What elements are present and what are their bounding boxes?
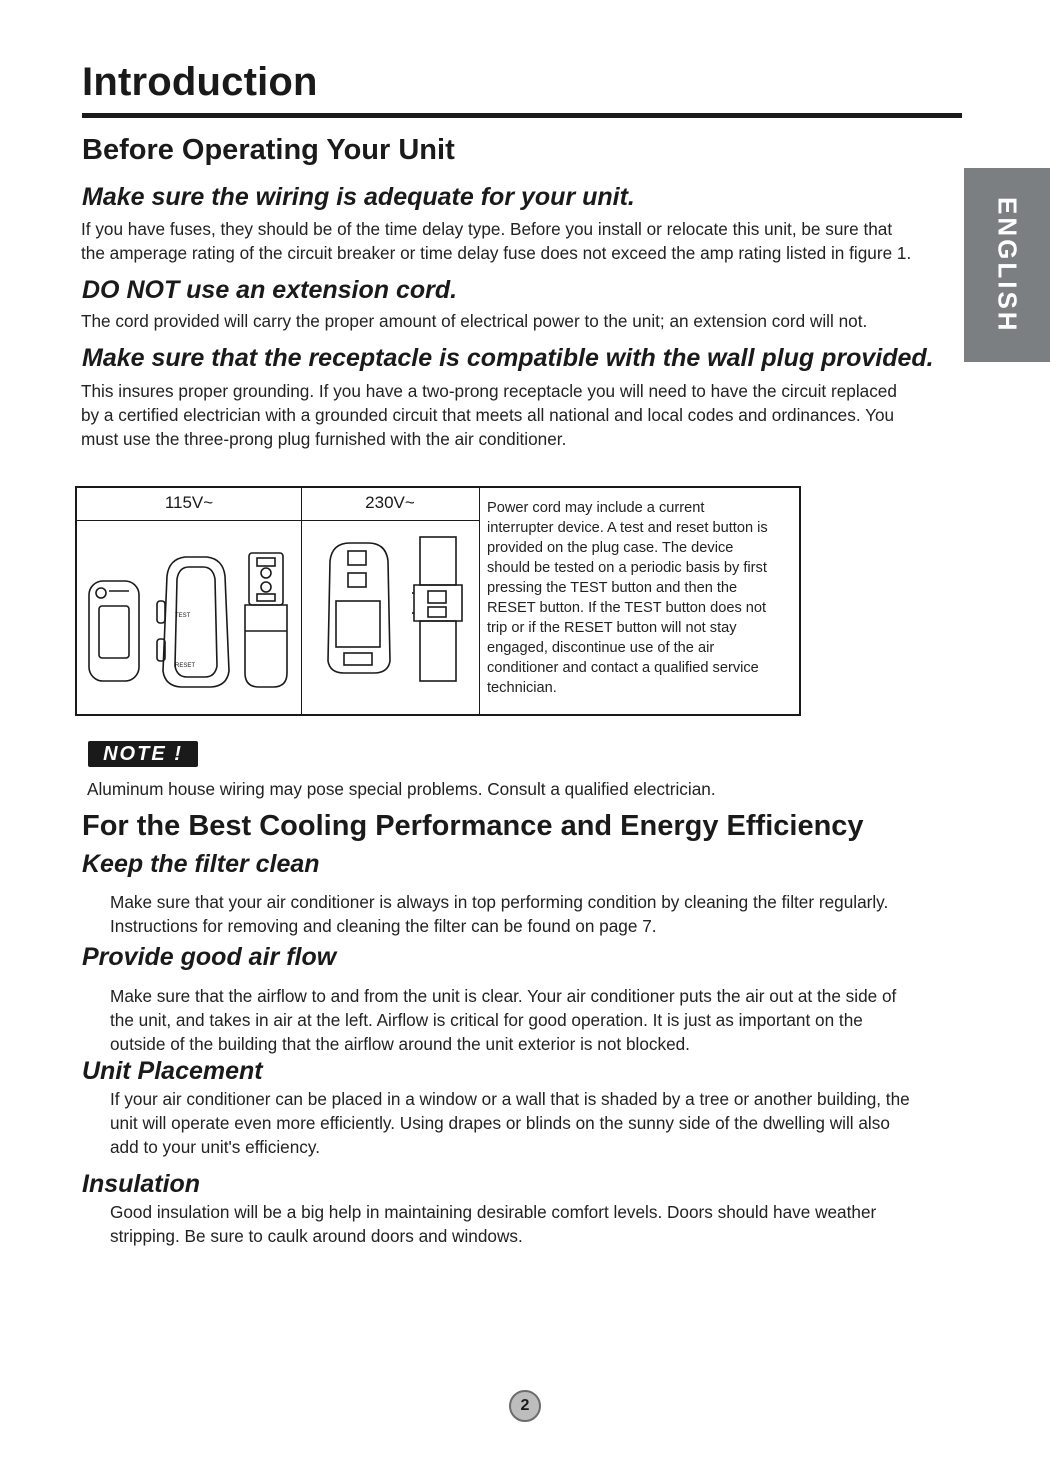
note-text: Aluminum house wiring may pose special problems. Consult a qualified electrician. [87,779,716,799]
subheading-airflow: Provide good air flow [82,943,337,971]
figure-header-230v: 230V~ [365,493,415,512]
figure-note-line: trip or if the RESET button will not stay [487,620,737,636]
figure-note-line: conditioner and contact a qualified service [487,660,759,676]
airflow-line-3: outside of the building that the airflow around the unit exterior is not blocked. [110,1034,690,1054]
figure-note-line: technician. [487,680,557,696]
plug-230v-illustration [302,521,479,716]
subheading-filter: Keep the filter clean [82,850,320,878]
insulation-line-2: stripping. Be sure to caulk around doors and windows. [110,1226,523,1246]
airflow-line-1: Make sure that the airflow to and from the unit is clear. Your air conditioner puts the air out at the side of [110,986,897,1006]
receptacle-line-3: must use the three-prong plug furnished with the air conditioner. [81,429,567,449]
page-number: 2 [509,1390,541,1422]
insulation-line-1: Good insulation will be a big help in maintaining desirable comfort levels. Doors should have weather [110,1202,877,1222]
figure-note-line: interrupter device. A test and reset button is [487,520,768,536]
figure-header-115v: 115V~ [164,493,214,512]
placement-line-3: add to your unit's efficiency. [110,1137,320,1157]
figure-note-line: engaged, discontinue use of the air [487,640,715,656]
plug-test-label: TEST [175,613,191,619]
section-heading-best-cooling: For the Best Cooling Performance and Energy Efficiency [82,810,864,842]
subheading-extension-cord: DO NOT use an extension cord. [82,276,458,304]
receptacle-line-2: by a certified electrician with a grounded circuit that meets all national and local codes and ordinances. You [81,405,895,425]
title-rule [82,113,962,118]
note-badge: NOTE ! [88,741,198,767]
figure-column-divider [479,488,480,714]
figure-note-line: Power cord may include a current [487,500,705,516]
figure-note-line: should be tested on a periodic basis by first [487,560,767,576]
figure-note [487,498,797,698]
figure-note-line: RESET button. If the TEST button does not [487,600,767,616]
placement-line-2: unit will operate even more efficiently. Using drapes or blinds on the sunny side of the dwelling will also [110,1113,890,1133]
placement-line-1: If your air conditioner can be placed in a window or a wall that is shaded by a tree or another building, the [110,1089,910,1109]
figure-note-line: provided on the plug case. The device [487,540,734,556]
filter-line-2: Instructions for removing and cleaning the filter can be found on page 7. [110,916,657,936]
wiring-line-1: If you have fuses, they should be of the time delay type. Before you install or relocate this unit, be sure that [81,219,893,239]
airflow-line-2: the unit, and takes in air at the left. Airflow is critical for good operation. It is just as important on the [110,1010,863,1030]
language-tab [964,168,1050,362]
plug-115v-illustration [77,521,301,716]
figure-note-line: pressing the TEST button and then the [487,580,738,596]
page-title: Introduction [82,60,318,104]
receptacle-line-1: This insures proper grounding. If you have a two-prong receptacle you will need to have the circuit replaced [81,381,897,401]
language-tab-label: ENGLISH [992,196,1023,334]
plug-reset-label: RESET [175,663,196,669]
extension-line-1: The cord provided will carry the proper amount of electrical power to the unit; an extension cord will not. [81,311,868,331]
figure-plug-types [75,486,801,716]
section-heading-before-operating: Before Operating Your Unit [82,134,455,166]
subheading-placement: Unit Placement [82,1057,263,1085]
subheading-insulation: Insulation [82,1170,201,1198]
subheading-receptacle: Make sure that the receptacle is compatible with the wall plug provided. [82,344,934,372]
filter-line-1: Make sure that your air conditioner is always in top performing condition by cleaning the filter regularly. [110,892,889,912]
subheading-wiring: Make sure the wiring is adequate for your unit. [82,183,635,211]
wiring-line-2: the amperage rating of the circuit breaker or time delay fuse does not exceed the amp rating listed in figure 1. [81,243,912,263]
